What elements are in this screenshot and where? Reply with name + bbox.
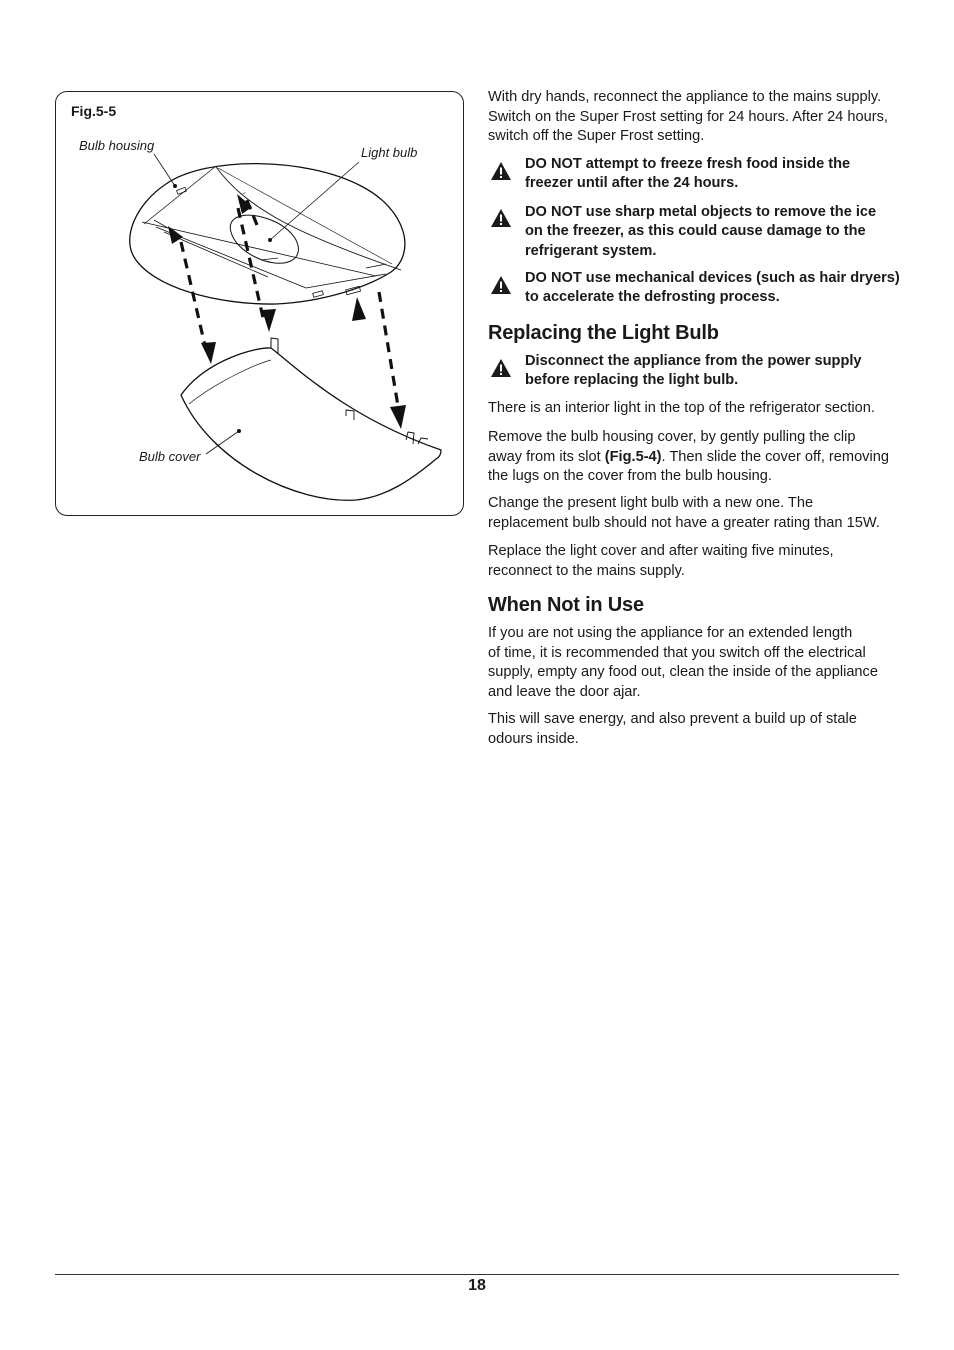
heading-replacing-light-bulb: Replacing the Light Bulb <box>488 322 719 344</box>
paragraph-extended-absence <box>488 624 904 702</box>
warning-line: DO NOT use sharp metal objects to remove the ice <box>525 204 877 220</box>
paragraph-interior-light: There is an interior light in the top of the refrigerator section. <box>488 400 875 416</box>
body-line: odours inside. <box>488 730 579 747</box>
paragraph-save-energy <box>488 710 904 749</box>
callout-bulb-housing: Bulb housing <box>79 138 155 153</box>
intro-line: Switch on the Super Frost setting for 24 hours. After 24 hours, <box>488 108 888 125</box>
warning-line: refrigerant system. <box>525 242 657 259</box>
warning-disconnect-power <box>488 352 904 391</box>
footer-rule <box>55 1274 899 1275</box>
warning-triangle-icon <box>490 358 512 378</box>
figure-reference: (Fig.5-4) <box>604 448 662 465</box>
body-line: supply, empty any food out, clean the inside of the appliance <box>488 664 878 681</box>
figure-5-5 <box>55 91 464 516</box>
warning-triangle-icon <box>490 161 512 181</box>
body-line: of time, it is recommended that you switch off the electrical <box>488 644 866 661</box>
body-line: . Then slide the cover off, removing <box>661 448 889 465</box>
callout-light-bulb: Light bulb <box>361 145 418 160</box>
arrow-down-icon <box>262 309 276 332</box>
body-line: Remove the bulb housing cover, by gently pulling the clip <box>488 429 856 445</box>
warning-line: Disconnect the appliance from the power supply <box>525 353 862 369</box>
arrow-up-icon <box>168 226 183 244</box>
warning-line: before replacing the light bulb. <box>525 372 739 389</box>
callout-bulb-cover: Bulb cover <box>139 449 201 464</box>
page-number: 18 <box>468 1277 486 1294</box>
arrow-down-icon <box>201 342 216 364</box>
warning-line: on the freezer, as this could cause damage to the <box>525 223 866 240</box>
paragraph-change-bulb <box>488 494 904 533</box>
warning-freeze-fresh-food <box>488 155 904 194</box>
paragraph-replace-cover <box>488 542 904 581</box>
warning-triangle-icon <box>490 275 512 295</box>
intro-line: With dry hands, reconnect the appliance to the mains supply. <box>488 89 882 105</box>
body-line: If you are not using the appliance for an extended length <box>488 625 853 641</box>
body-line: Change the present light bulb with a new one. The <box>488 495 814 511</box>
body-line: replacement bulb should not have a greater rating than 15W. <box>488 514 880 531</box>
warning-mechanical-devices <box>488 269 904 308</box>
body-line: reconnect to the mains supply. <box>488 562 685 579</box>
warning-triangle-icon <box>490 208 512 228</box>
body-line: and leave the door ajar. <box>488 683 641 700</box>
warning-line: DO NOT attempt to freeze fresh food inside the <box>525 156 851 172</box>
intro-paragraph <box>488 88 904 147</box>
paragraph-remove-cover <box>488 428 904 487</box>
body-line: Replace the light cover and after waiting five minutes, <box>488 543 834 559</box>
figure-label: Fig.5-5 <box>71 103 117 119</box>
heading-when-not-in-use: When Not in Use <box>488 594 644 616</box>
intro-line: switch off the Super Frost setting. <box>488 128 705 145</box>
warning-line: DO NOT use mechanical devices (such as hair dryers) <box>525 270 900 286</box>
warning-line: freezer until after the 24 hours. <box>525 175 739 192</box>
warning-line: to accelerate the defrosting process. <box>525 289 780 306</box>
body-line: This will save energy, and also prevent a build up of stale <box>488 711 857 727</box>
arrow-down-icon <box>390 405 406 429</box>
arrow-up-icon <box>352 297 366 321</box>
warning-sharp-objects <box>488 203 904 261</box>
body-line: the lugs on the cover from the bulb housing. <box>488 468 772 485</box>
body-line: away from its slot <box>488 448 605 465</box>
